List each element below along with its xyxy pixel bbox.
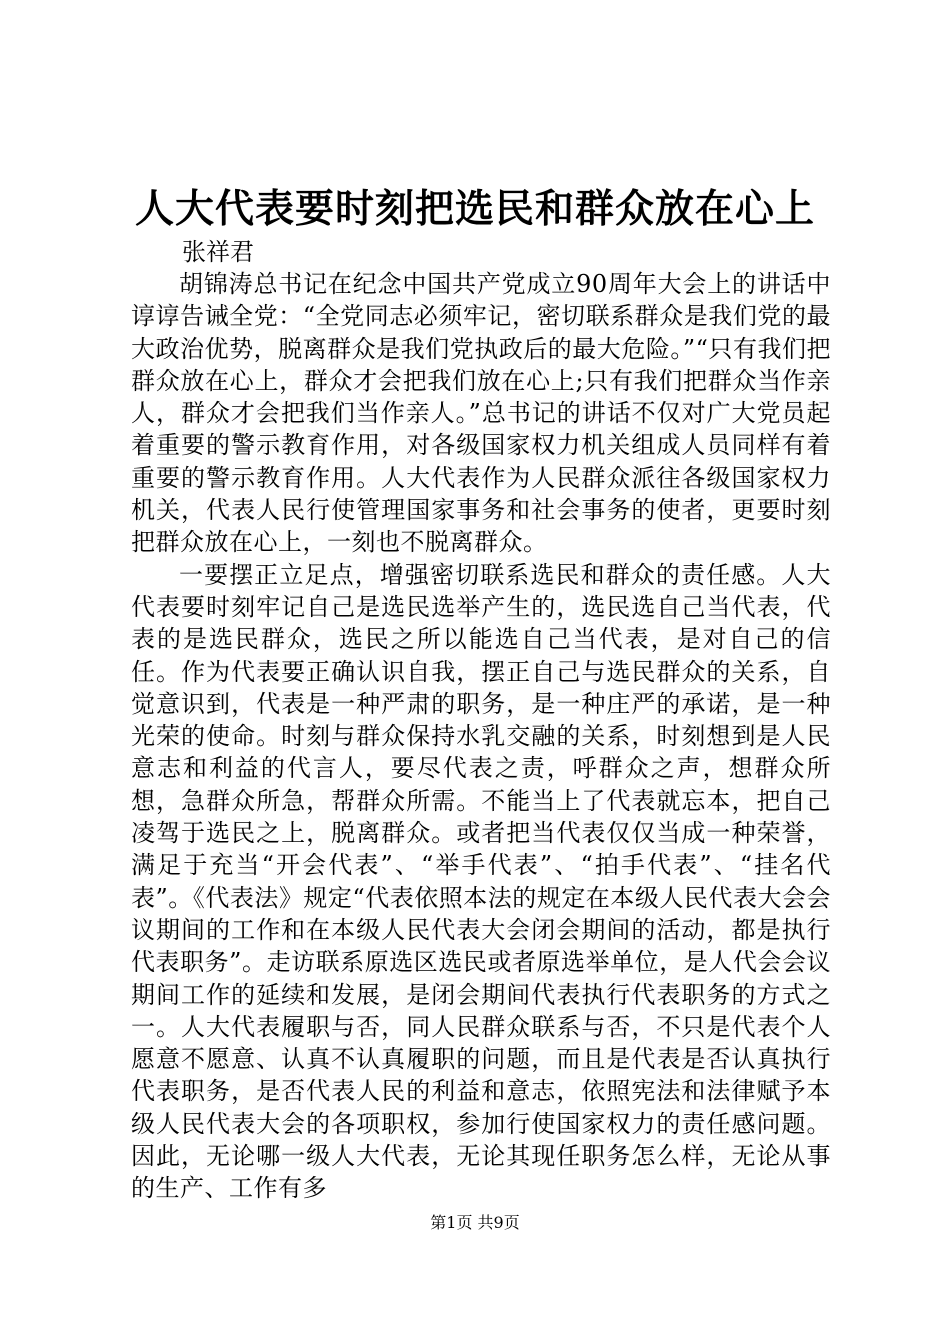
author-name: 张祥君 xyxy=(182,238,254,266)
paragraph-2: 一要摆正立足点，增强密切联系选民和群众的责任感。人大代表要时刻牢记自己是选民选举产生的，选民选自己当代表，代表的是选民群众，选民之所以能选自己当代表，是对自己的信任。作为代表要正确认识自我，摆正自己与选民群众的关系，自觉意识到，代表是一种严肃的职务，是一种庄严的承诺，是一种光荣的使命。时刻与群众保持水乳交融的关系，时刻想到是人民意志和利益的代言人，要尽代表之责，呼群众之声，想群众所想，急群众所急，帮群众所需。不能当上了代表就忘本，把自己凌驾于选民之上，脱离群众。或者把当代表仅仅当成一种荣誉，满足于充当“开会代表”、“举手代表”、“拍手代表”、“挂名代表”。《代表法》规定“代表依照本法的规定在本级人民代表大会会议期间的工作和在本级人民代表大会闭会期间的活动，都是执行代表职务”。走访联系原选区选民或者原选举单位，是人代会会议期间工作的延续和发展，是闭会期间代表执行代表职务的方式之一。人大代表履职与否，同人民群众联系与否，不只是代表个人愿意不愿意、认真不认真履职的问题，而且是代表是否认真执行代表职务，是否代表人民的利益和意志，依照宪法和法律赋予本级人民代表大会的各项职权，参加行使国家权力的责任感问题。因此，无论哪一级人大代表，无论其现任职务怎么样，无论从事的生产、工作有多 xyxy=(131,560,831,1203)
document-title: 人大代表要时刻把选民和群众放在心上 xyxy=(134,186,815,232)
paragraph-1: 胡锦涛总书记在纪念中国共产党成立90周年大会上的讲话中谆谆告诫全党：“全党同志必须牢记，密切联系群众是我们党的最大政治优势，脱离群众是我们党执政后的最大危险。”“只有我们把群众放在心上，群众才会把我们放在心上;只有我们把群众当作亲人，群众才会把我们当作亲人。”总书记的讲话不仅对广大党员起着重要的警示教育作用，对各级国家权力机关组成人员同样有着重要的警示教育作用。人大代表作为人民群众派往各级国家权力机关，代表人民行使管理国家事务和社会事务的使者，更要时刻把群众放在心上，一刻也不脱离群众。 xyxy=(131,270,831,557)
document-body xyxy=(131,268,831,1205)
page-footer: 第1页 共9页 xyxy=(430,1213,520,1232)
